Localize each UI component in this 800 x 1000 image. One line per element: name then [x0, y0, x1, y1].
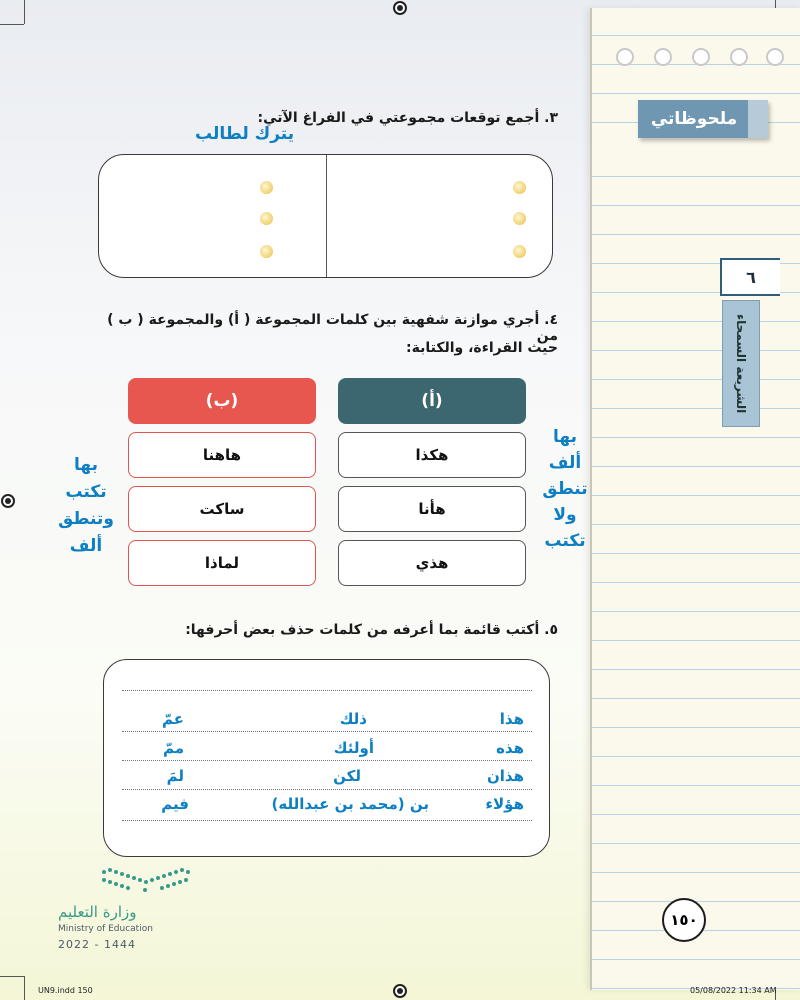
- slug-date: 05/08/2022 11:34 AM: [690, 986, 777, 995]
- binder-hole-icon: [692, 48, 710, 66]
- list-word: هذان: [486, 767, 524, 785]
- note-left-line: تكتب: [65, 482, 107, 502]
- binder-hole-icon: [730, 48, 748, 66]
- crop-mark: [0, 24, 24, 25]
- column-b-word: لماذا: [128, 540, 316, 586]
- note-right-line: ولا: [553, 505, 577, 525]
- note-right-line: ألف: [548, 453, 582, 473]
- bullet-dot-icon: [513, 245, 526, 258]
- column-a-word: هذي: [338, 540, 526, 586]
- registration-mark-icon: [393, 1, 407, 15]
- bullet-dot-icon: [260, 245, 273, 258]
- note-left-line: وتنطق: [58, 509, 114, 529]
- note-left-line: بها: [74, 455, 98, 475]
- slug-file: UN9.indd 150: [38, 986, 93, 995]
- dotted-line: [122, 690, 532, 691]
- ministry-name-ar: وزارة التعليم: [58, 903, 137, 921]
- note-right-line: تنطق: [542, 479, 588, 499]
- list-word: ممّ: [162, 739, 184, 757]
- expectations-box: [98, 154, 553, 278]
- q5-title: ٥. أكتب قائمة بما أعرفه من كلمات حذف بعض أحرفها:: [185, 622, 558, 638]
- list-word: أولئك: [333, 739, 374, 757]
- list-word: ذلك: [339, 710, 367, 728]
- binder-hole-icon: [654, 48, 672, 66]
- q3-title: ٣. أجمع توقعات مجموعتي في الفراغ الآتي:: [257, 110, 558, 126]
- notebook-column: [590, 8, 800, 990]
- ministry-year: 2022 - 1444: [58, 938, 136, 951]
- registration-mark-icon: [1, 494, 15, 508]
- page-number: ١٥٠: [662, 898, 706, 942]
- column-b-header: (ب): [128, 378, 316, 424]
- note-left: [56, 452, 116, 560]
- list-word: هذا: [499, 710, 524, 728]
- ministry-logo-icon: [98, 862, 192, 896]
- bullet-dot-icon: [260, 181, 273, 194]
- registration-mark-icon: [393, 984, 407, 998]
- column-a-word: هكذا: [338, 432, 526, 478]
- binder-hole-icon: [766, 48, 784, 66]
- binder-hole-icon: [616, 48, 634, 66]
- dotted-line: [122, 820, 532, 821]
- unit-title: الشريعة السمحاء: [722, 300, 760, 427]
- unit-number: ٦: [720, 258, 780, 296]
- column-b-word: ساكت: [128, 486, 316, 532]
- list-word: عمّ: [161, 710, 184, 728]
- list-word: بن (محمد بن عبدالله): [271, 795, 429, 813]
- bullet-dot-icon: [513, 181, 526, 194]
- column-a-header: (أ): [338, 378, 526, 424]
- note-left-line: ألف: [69, 536, 103, 556]
- box-divider: [326, 155, 327, 277]
- column-b-word: هاهنا: [128, 432, 316, 478]
- bullet-dot-icon: [513, 212, 526, 225]
- q4-title-line1: ٤. أجري موازنة شفهية بين كلمات المجموعة ( أ) والمجموعة ( ب ) من: [107, 312, 558, 344]
- notes-banner: [638, 100, 768, 138]
- crop-mark: [24, 976, 25, 1000]
- note-right: [540, 424, 590, 554]
- note-right-line: بها: [553, 427, 577, 447]
- q4-title-line2: حيث القراءة، والكتابة:: [406, 340, 558, 356]
- dotted-line: [122, 789, 532, 790]
- crop-mark: [24, 0, 25, 24]
- list-word: لمَ: [166, 767, 184, 785]
- dotted-line: [122, 760, 532, 761]
- list-word: فيم: [161, 795, 189, 813]
- list-word: لكن: [333, 767, 361, 785]
- list-word: هؤلاء: [485, 795, 524, 813]
- list-word: هذه: [496, 739, 524, 757]
- q3-hint: يترك لطالب: [195, 124, 295, 144]
- crop-mark: [0, 976, 24, 977]
- word-list-box: [103, 659, 550, 857]
- note-right-line: تكتب: [544, 531, 586, 551]
- column-a-word: هأنا: [338, 486, 526, 532]
- bullet-dot-icon: [260, 212, 273, 225]
- notes-banner-label: ملحوظاتي: [650, 109, 738, 129]
- dotted-line: [122, 731, 532, 732]
- ministry-name-en: Ministry of Education: [58, 924, 153, 934]
